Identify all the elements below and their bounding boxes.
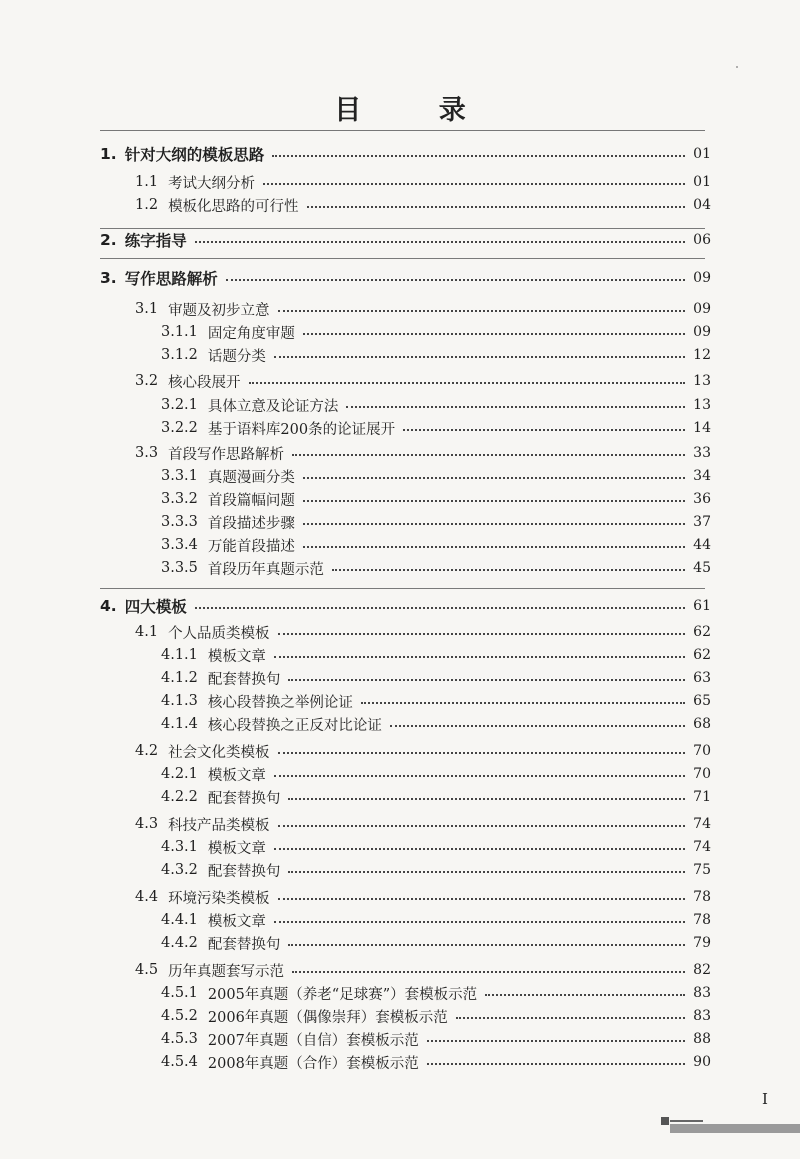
toc-entry-title: 话题分类: [207, 348, 266, 365]
toc-leader-dots: [288, 943, 685, 946]
page-folio: I: [762, 1090, 768, 1108]
toc-entry-page: 82: [693, 962, 711, 978]
toc-entry-number: 4.3.2: [161, 862, 198, 878]
toc-leader-dots: [249, 381, 686, 384]
toc-entry: [0, 343, 800, 367]
toc-leader-dots: [485, 993, 685, 996]
toc-leader-dots: [292, 970, 685, 973]
toc-entry-title: 模板文章: [207, 767, 266, 784]
toc-entry-page: 12: [693, 347, 711, 363]
toc-entry-title: 模板文章: [207, 840, 266, 857]
toc-entry-number: 4.1: [135, 624, 159, 640]
toc-entry-number: 3.2.2: [161, 420, 198, 436]
toc-entry-page: 09: [693, 301, 711, 317]
toc-leader-dots: [274, 655, 685, 658]
toc-leader-dots: [278, 751, 686, 754]
toc-leader-dots: [274, 355, 685, 358]
page-title: 目 录: [334, 95, 500, 126]
toc-leader-dots: [274, 774, 685, 777]
toc-entry-page: 61: [693, 598, 711, 614]
toc-entry-title: 首段描述步骤: [207, 515, 295, 532]
toc-entry-number: 4.2.1: [161, 766, 198, 782]
toc-entry-page: 37: [693, 514, 711, 530]
toc-entry: [0, 739, 800, 763]
toc-entry-page: 34: [693, 468, 711, 484]
toc-entry-title: 首段写作思路解析: [168, 446, 285, 463]
toc-entry: [0, 1027, 800, 1051]
toc-entry-page: 33: [693, 445, 711, 461]
toc-entry: [0, 416, 800, 440]
toc-entry-title: 真题漫画分类: [207, 469, 295, 486]
toc-entry-number: 4.: [100, 597, 117, 615]
toc-leader-dots: [274, 847, 685, 850]
toc-entry-number: 3.3.2: [161, 491, 198, 507]
decorative-square: [661, 1117, 669, 1125]
toc-entry-number: 4.5.1: [161, 985, 198, 1001]
toc-entry-title: 基于语料库200条的论证展开: [207, 421, 396, 438]
toc-entry-title: 核心段替换之举例论证: [207, 694, 353, 711]
toc-entry-number: 3.3: [135, 445, 159, 461]
toc-entry-number: 1.2: [135, 197, 159, 213]
toc-entry-title: 2005年真题（养老“足球赛”）套模板示范: [207, 986, 478, 1003]
toc-entry: [0, 510, 800, 534]
toc-entry: [0, 643, 800, 667]
toc-entry: [0, 170, 800, 194]
toc-entry: [0, 441, 800, 465]
toc-leader-dots: [303, 476, 685, 479]
toc-entry-number: 4.4.1: [161, 912, 198, 928]
toc-entry: [0, 369, 800, 393]
toc-entry: [0, 228, 800, 252]
toc-entry-title: 社会文化类模板: [168, 744, 270, 761]
toc-entry-title: 个人品质类模板: [168, 625, 270, 642]
toc-entry-number: 4.1.2: [161, 670, 198, 686]
toc-entry-page: 83: [693, 1008, 711, 1024]
toc-entry-title: 环境污染类模板: [168, 890, 270, 907]
toc-entry-number: 4.3: [135, 816, 159, 832]
toc-entry: [0, 762, 800, 786]
toc-entry: [0, 464, 800, 488]
decorative-bar: [670, 1124, 800, 1133]
toc-entry-number: 4.5: [135, 962, 159, 978]
section-divider: [100, 588, 705, 589]
toc-entry: [0, 689, 800, 713]
toc-entry: [0, 712, 800, 736]
toc-entry-page: 83: [693, 985, 711, 1001]
toc-entry-number: 4.2.2: [161, 789, 198, 805]
toc-entry-number: 3.3.1: [161, 468, 198, 484]
toc-entry-number: 3.1: [135, 301, 159, 317]
toc-entry-number: 4.2: [135, 743, 159, 759]
decorative-line: [670, 1120, 703, 1122]
toc-entry-page: 04: [693, 197, 711, 213]
toc-entry: [0, 266, 800, 290]
toc-leader-dots: [303, 522, 685, 525]
toc-entry-page: 63: [693, 670, 711, 686]
toc-entry-title: 2008年真题（合作）套模板示范: [207, 1055, 419, 1072]
toc-leader-dots: [288, 870, 685, 873]
toc-entry-title: 具体立意及论证方法: [207, 398, 339, 415]
toc-leader-dots: [390, 724, 685, 727]
toc-entry-number: 3.3.5: [161, 560, 198, 576]
toc-entry-title: 万能首段描述: [207, 538, 295, 555]
toc-entry-number: 4.5.3: [161, 1031, 198, 1047]
toc-leader-dots: [288, 797, 685, 800]
toc-leader-dots: [346, 405, 685, 408]
toc-entry-page: 70: [693, 743, 711, 759]
toc-entry-title: 模板化思路的可行性: [168, 198, 299, 215]
toc-leader-dots: [456, 1016, 685, 1019]
toc-leader-dots: [263, 182, 685, 185]
toc-entry-number: 3.2: [135, 373, 159, 389]
toc-entry: [0, 620, 800, 644]
toc-entry-page: 45: [693, 560, 711, 576]
toc-entry-title: 审题及初步立意: [168, 302, 270, 319]
toc-entry-title: 历年真题套写示范: [168, 963, 285, 980]
toc-entry-page: 09: [693, 324, 711, 340]
toc-leader-dots: [272, 154, 685, 157]
toc-entry-number: 3.3.3: [161, 514, 198, 530]
toc-entry: [0, 487, 800, 511]
paper-speck: [736, 66, 738, 68]
toc-entry-number: 3.2.1: [161, 397, 198, 413]
toc-entry-number: 4.3.1: [161, 839, 198, 855]
toc-entry-page: 62: [693, 647, 711, 663]
toc-leader-dots: [427, 1062, 685, 1065]
toc-entry-page: 71: [693, 789, 711, 805]
toc-entry-page: 62: [693, 624, 711, 640]
toc-entry-page: 74: [693, 816, 711, 832]
toc-entry-number: 4.1.3: [161, 693, 198, 709]
toc-entry-title: 核心段替换之正反对比论证: [207, 717, 382, 734]
toc-entry-page: 44: [693, 537, 711, 553]
toc-entry-title: 首段历年真题示范: [207, 561, 324, 578]
toc-entry: [0, 594, 800, 618]
toc-entry-title: 配套替换句: [207, 863, 281, 880]
toc-leader-dots: [226, 278, 685, 281]
toc-entry: [0, 193, 800, 217]
toc-entry-page: 36: [693, 491, 711, 507]
toc-entry-page: 78: [693, 889, 711, 905]
toc-entry-number: 3.1.2: [161, 347, 198, 363]
toc-entry-title: 配套替换句: [207, 671, 281, 688]
toc-entry-title: 2007年真题（自信）套模板示范: [207, 1032, 419, 1049]
toc-leader-dots: [292, 453, 685, 456]
toc-entry: [0, 812, 800, 836]
toc-entry-number: 4.1.1: [161, 647, 198, 663]
toc-entry-page: 65: [693, 693, 711, 709]
toc-entry-title: 科技产品类模板: [168, 817, 270, 834]
toc-entry-page: 74: [693, 839, 711, 855]
toc-entry-number: 3.3.4: [161, 537, 198, 553]
toc-entry-page: 78: [693, 912, 711, 928]
toc-entry: [0, 297, 800, 321]
toc-entry: [0, 958, 800, 982]
toc-entry: [0, 1004, 800, 1028]
toc-leader-dots: [403, 428, 685, 431]
toc-entry-number: 3.1.1: [161, 324, 198, 340]
section-divider: [100, 228, 705, 229]
toc-entry: [0, 1050, 800, 1074]
title-rule: [100, 130, 705, 131]
toc-leader-dots: [303, 499, 685, 502]
toc-entry: [0, 556, 800, 580]
toc-entry: [0, 885, 800, 909]
toc-entry: [0, 785, 800, 809]
toc-entry-title: 配套替换句: [207, 790, 281, 807]
toc-entry-title: 模板文章: [207, 648, 266, 665]
toc-entry-page: 06: [693, 232, 711, 248]
toc-leader-dots: [195, 606, 685, 609]
toc-entry: [0, 666, 800, 690]
toc-entry-title: 模板文章: [207, 913, 266, 930]
toc-leader-dots: [274, 920, 685, 923]
toc-entry-title: 四大模板: [124, 598, 187, 616]
toc-entry-number: 2.: [100, 231, 117, 249]
toc-leader-dots: [303, 545, 685, 548]
toc-entry-number: 4.5.4: [161, 1054, 198, 1070]
toc-entry-number: 4.4: [135, 889, 159, 905]
toc-entry-page: 68: [693, 716, 711, 732]
toc-entry-page: 01: [693, 174, 711, 190]
toc-leader-dots: [278, 309, 686, 312]
toc-entry-number: 4.5.2: [161, 1008, 198, 1024]
toc-entry: [0, 393, 800, 417]
toc-leader-dots: [303, 332, 685, 335]
toc-entry-number: 3.: [100, 269, 117, 287]
toc-entry-page: 01: [693, 146, 711, 162]
toc-entry-number: 4.1.4: [161, 716, 198, 732]
toc-entry-title: 练字指导: [124, 232, 187, 250]
toc-entry-page: 09: [693, 270, 711, 286]
toc-entry-title: 针对大纲的模板思路: [124, 146, 265, 164]
toc-entry-page: 13: [693, 373, 711, 389]
toc-entry: [0, 858, 800, 882]
toc-entry-title: 首段篇幅问题: [207, 492, 295, 509]
toc-entry-title: 核心段展开: [168, 374, 241, 391]
toc-entry-title: 写作思路解析: [124, 270, 218, 288]
toc-entry: [0, 835, 800, 859]
toc-entry: [0, 533, 800, 557]
toc-entry-title: 配套替换句: [207, 936, 281, 953]
toc-entry: [0, 981, 800, 1005]
toc-leader-dots: [361, 701, 685, 704]
toc-leader-dots: [307, 205, 686, 208]
toc-entry-title: 固定角度审题: [207, 325, 295, 342]
toc-entry: [0, 931, 800, 955]
toc-entry-title: 考试大纲分析: [168, 175, 256, 192]
toc-leader-dots: [195, 240, 685, 243]
toc-entry: [0, 320, 800, 344]
toc-entry: [0, 908, 800, 932]
toc-leader-dots: [278, 897, 686, 900]
toc-entry-number: 1.1: [135, 174, 159, 190]
toc-leader-dots: [288, 678, 685, 681]
toc-entry-title: 2006年真题（偶像崇拜）套模板示范: [207, 1009, 448, 1026]
toc-leader-dots: [332, 568, 685, 571]
toc-leader-dots: [427, 1039, 685, 1042]
toc-entry-page: 70: [693, 766, 711, 782]
section-divider: [100, 258, 705, 259]
toc-entry: [0, 142, 800, 166]
toc-leader-dots: [278, 824, 686, 827]
toc-leader-dots: [278, 632, 686, 635]
toc-entry-page: 88: [693, 1031, 711, 1047]
toc-entry-number: 1.: [100, 145, 117, 163]
toc-entry-page: 79: [693, 935, 711, 951]
toc-entry-page: 13: [693, 397, 711, 413]
toc-entry-number: 4.4.2: [161, 935, 198, 951]
toc-entry-page: 14: [693, 420, 711, 436]
toc-entry-page: 90: [693, 1054, 711, 1070]
toc-entry-page: 75: [693, 862, 711, 878]
